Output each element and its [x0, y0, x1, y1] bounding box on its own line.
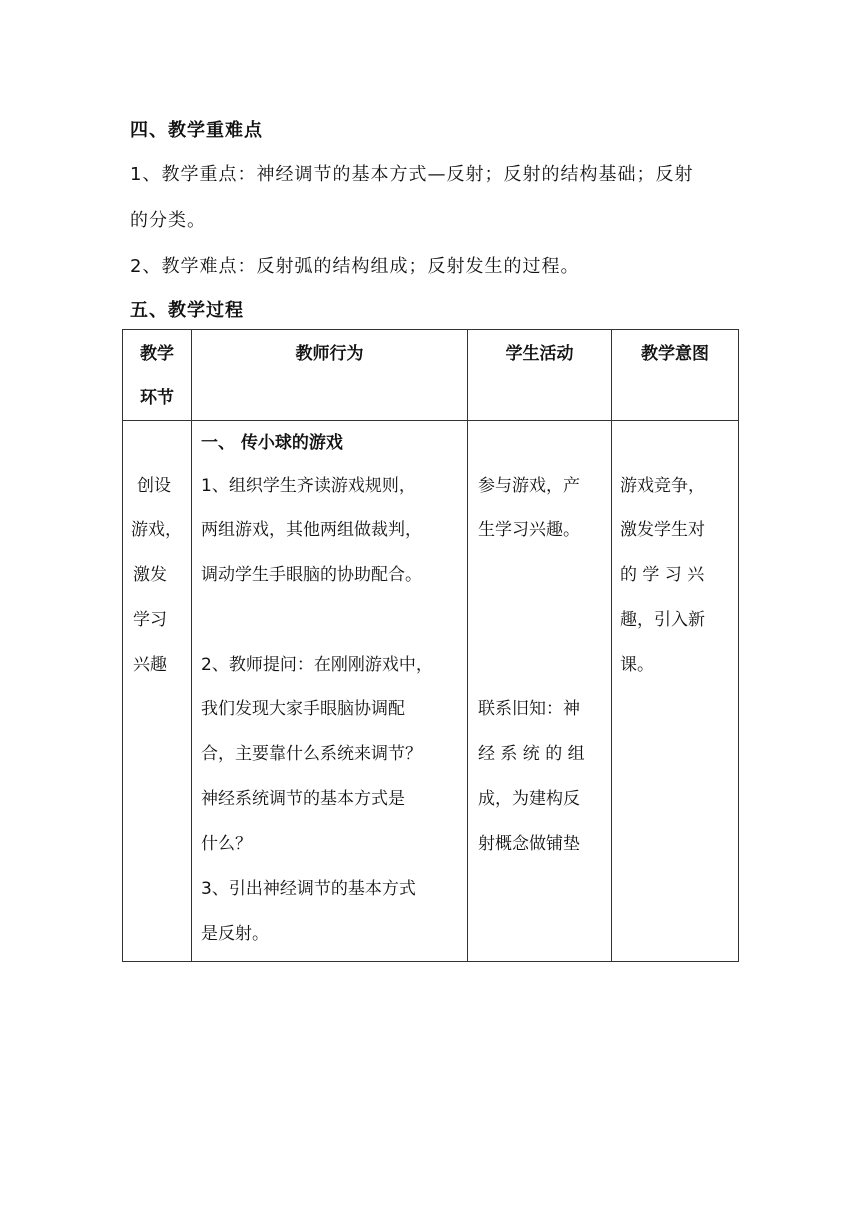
stage-line: 激发	[133, 565, 167, 585]
student-line: 成，为建构反	[478, 789, 580, 809]
section4-title: 四、教学重难点	[130, 120, 263, 141]
teacher-line: 合，主要靠什么系统来调节？	[201, 744, 422, 764]
stage-line: 兴趣	[133, 655, 167, 675]
header-student	[468, 330, 612, 421]
intent-line: 的 学 习 兴	[620, 565, 705, 585]
teacher-line: 是反射。	[201, 924, 269, 944]
teaching-focus-line1: 1、教学重点：神经调节的基本方式—反射；反射的结构基础；反射	[130, 164, 694, 185]
header-intent-label: 教学意图	[641, 344, 709, 364]
teacher-line: 1、组织学生齐读游戏规则，	[201, 476, 416, 496]
student-line: 参与游戏，产	[478, 476, 580, 496]
student-cell	[468, 421, 612, 962]
intent-line: 趣，引入新	[620, 610, 705, 630]
stage-line: 游戏，	[131, 520, 182, 540]
stage-line: 学习	[133, 610, 167, 630]
teacher-cell	[192, 421, 468, 962]
teacher-line: 一、 传小球的游戏	[201, 433, 343, 453]
teacher-line: 两组游戏，其他两组做裁判，	[201, 520, 422, 540]
student-line: 射概念做铺垫	[478, 834, 580, 854]
teacher-line: 调动学生手眼脑的协助配合。	[201, 565, 422, 585]
intent-cell	[612, 421, 739, 962]
teaching-process-table	[122, 329, 739, 962]
section5-title: 五、教学过程	[130, 300, 244, 321]
header-stage-line2: 环节	[140, 388, 174, 408]
teacher-line: 3、引出神经调节的基本方式	[201, 879, 416, 899]
student-line: 生学习兴趣。	[478, 520, 580, 540]
teacher-line: 我们发现大家手眼脑协调配	[201, 699, 405, 719]
student-line: 经 系 统 的 组	[478, 744, 585, 764]
teaching-difficulty: 2、教学难点：反射弧的结构组成；反射发生的过程。	[130, 256, 580, 277]
header-stage	[123, 330, 192, 421]
header-teacher-label: 教师行为	[295, 344, 364, 364]
intent-line: 激发学生对	[620, 520, 705, 540]
header-teacher	[192, 330, 468, 421]
teacher-line: 神经系统调节的基本方式是	[201, 789, 405, 809]
header-student-label: 学生活动	[505, 344, 574, 364]
teacher-line: 什么？	[201, 834, 252, 854]
table-row	[123, 421, 739, 962]
intent-line: 课。	[620, 655, 654, 675]
intent-line: 游戏竞争，	[620, 476, 705, 496]
stage-line: 创设	[137, 476, 171, 496]
teacher-line: 2、教师提问：在刚刚游戏中，	[201, 655, 433, 675]
table-header-row	[123, 330, 739, 421]
header-intent	[612, 330, 739, 421]
student-line: 联系旧知：神	[478, 699, 580, 719]
teaching-focus-line2: 的分类。	[130, 210, 206, 231]
stage-cell	[123, 421, 192, 962]
header-stage-line1: 教学	[140, 344, 174, 364]
